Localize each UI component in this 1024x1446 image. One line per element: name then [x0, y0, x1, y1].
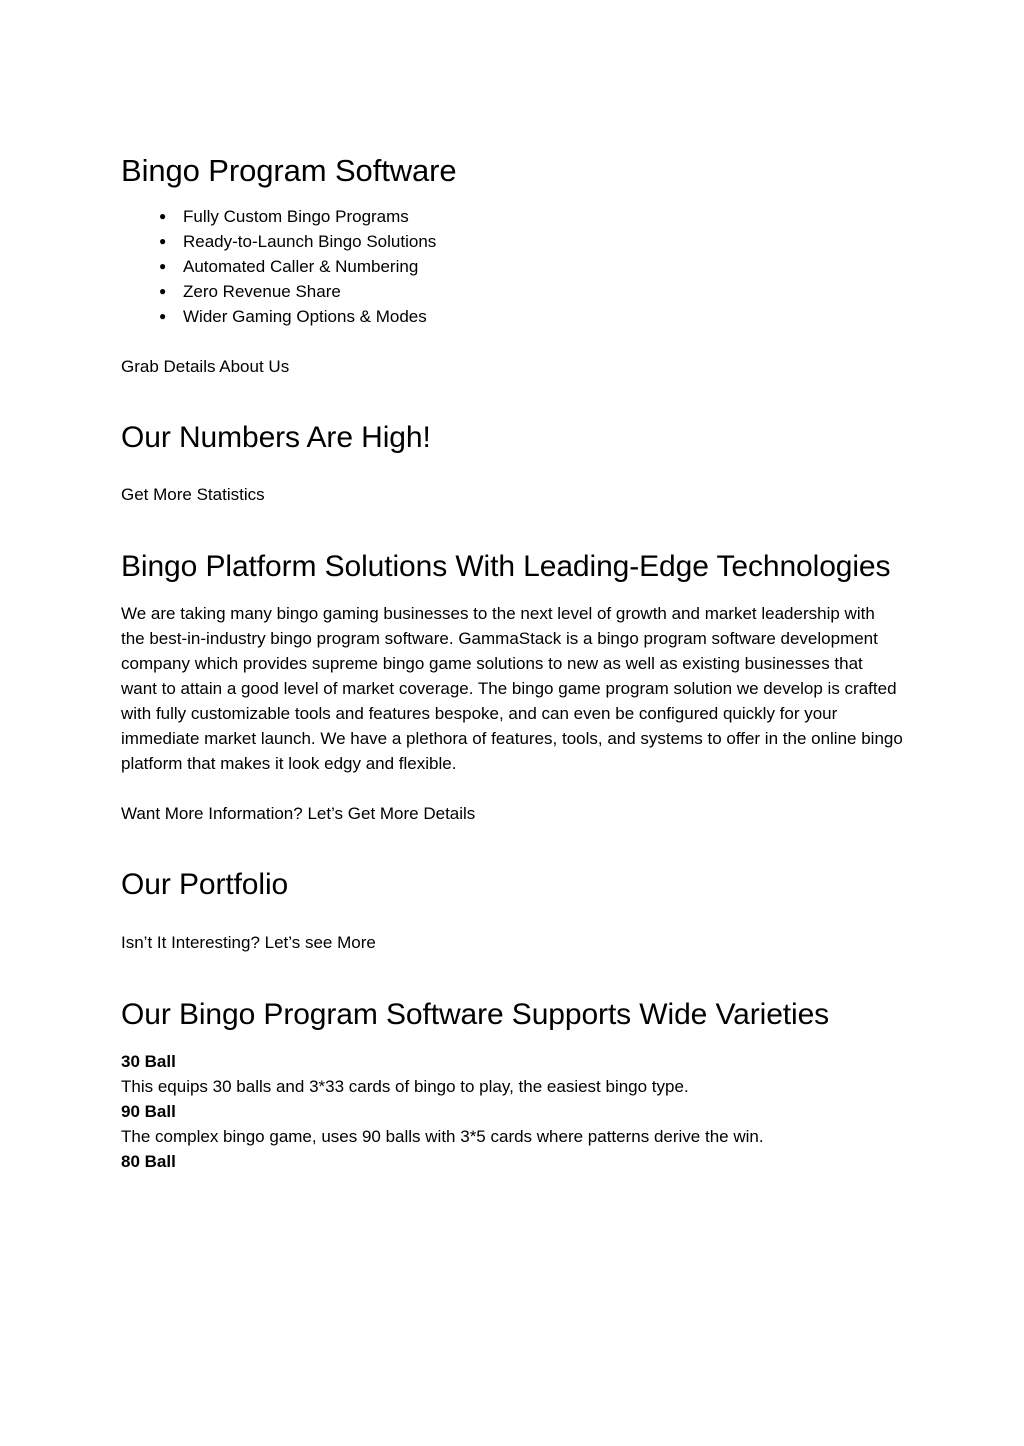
- spacer: [121, 980, 903, 992]
- portfolio-cta-link[interactable]: Isn’t It Interesting? Let’s see More: [121, 932, 376, 952]
- spacer: [121, 507, 903, 532]
- hero-cta-link[interactable]: Grab Details About Us: [121, 356, 290, 376]
- numbers-cta-link[interactable]: Get More Statistics: [121, 485, 265, 505]
- spacer: [121, 776, 903, 801]
- list-item: ● Wider Gaming Options & Modes: [159, 304, 903, 329]
- varieties-list: [121, 1049, 903, 1174]
- list-item: ● Zero Revenue Share: [159, 279, 903, 304]
- list-item: ● Ready-to-Launch Bingo Solutions: [159, 229, 903, 254]
- spacer: [121, 460, 903, 482]
- section-heading-numbers: Our Numbers Are High!: [121, 420, 431, 454]
- list-item: ● Automated Caller & Numbering: [159, 254, 903, 279]
- platform-paragraph: We are taking many bingo gaming businesses to the next level of growth and market leadership with the best-in-industry bingo program software. GammaStack is a bingo program software development company which provides supreme bingo game solutions to new as well as existing businesses that want to attain a good level of market coverage. The bingo game program solution we develop is crafted with fully customizable tools and features bespoke, and can even be configured quickly for your immediate market launch. We have a plethora of features, tools, and systems to offer in the online bingo platform that makes it look edgy and flexible.: [121, 604, 903, 774]
- spacer: [121, 329, 903, 354]
- section-heading-varieties: Our Bingo Program Software Supports Wide Varieties: [121, 997, 830, 1031]
- variety-term: 30 Ball: [121, 1051, 176, 1071]
- section-heading-portfolio: Our Portfolio: [121, 868, 289, 902]
- spacer: [121, 1037, 903, 1049]
- spacer: [121, 851, 903, 863]
- spacer: [121, 826, 903, 851]
- spacer: [121, 379, 903, 404]
- variety-description: The complex bingo game, uses 90 balls with 3*5 cards where patterns derive the win.: [121, 1126, 764, 1146]
- spacer: [121, 908, 903, 930]
- spacer: [121, 955, 903, 980]
- document-content: [121, 152, 903, 1174]
- platform-cta-link[interactable]: Want More Information? Let’s Get More Details: [121, 804, 476, 824]
- page-title: Bingo Program Software: [121, 153, 457, 188]
- spacer: [121, 589, 903, 601]
- variety-term: 80 Ball: [121, 1151, 176, 1171]
- variety-term: 90 Ball: [121, 1101, 176, 1121]
- section-heading-platform: Bingo Platform Solutions With Leading-Edge Technologies: [121, 550, 891, 584]
- spacer: [121, 404, 903, 416]
- list-item: ● Fully Custom Bingo Programs: [159, 204, 903, 229]
- spacer: [121, 532, 903, 544]
- variety-description: This equips 30 balls and 3*33 cards of bingo to play, the easiest bingo type.: [121, 1076, 689, 1096]
- hero-feature-list: [121, 204, 903, 329]
